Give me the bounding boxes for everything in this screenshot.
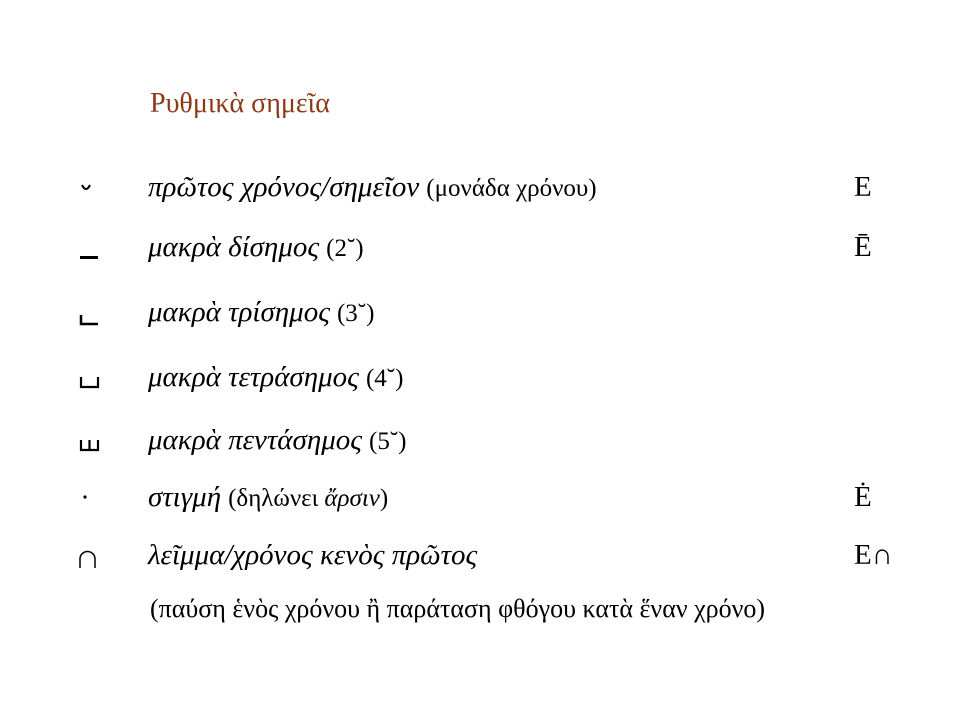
sign-term: λεῖμμα/χρόνος κενὸς πρῶτος bbox=[148, 539, 478, 571]
sign-notation: Ē bbox=[854, 231, 872, 263]
sign-term: μακρὰ δίσημος bbox=[148, 231, 320, 263]
sign-description bbox=[148, 227, 364, 272]
disemos-icon bbox=[70, 232, 106, 262]
sign-row-protos-chronos bbox=[0, 167, 960, 207]
sign-note-close: ) bbox=[379, 485, 389, 512]
sign-row-leimma bbox=[0, 535, 960, 575]
sign-row-stigme bbox=[0, 477, 960, 517]
sign-row-trisemos bbox=[0, 292, 960, 332]
sign-notation: Ε∩ bbox=[854, 539, 893, 571]
sign-note bbox=[228, 485, 388, 512]
sign-term: στιγμή bbox=[148, 481, 222, 513]
sign-row-tetrasemos bbox=[0, 357, 960, 397]
sign-note-italic: ἄρσιν bbox=[324, 485, 380, 512]
sign-notation: Ė bbox=[854, 481, 872, 513]
pentasemos-icon bbox=[70, 425, 106, 455]
trisemos-icon bbox=[70, 297, 106, 327]
sign-description bbox=[148, 420, 407, 465]
sign-note: (5˘) bbox=[369, 428, 407, 455]
leimma-explanation-row bbox=[0, 589, 960, 629]
sign-term: πρῶτος χρόνος/σημεῖον bbox=[148, 171, 420, 203]
sign-term: μακρὰ τρίσημος bbox=[148, 296, 330, 328]
sign-note-open: (δηλώνει bbox=[228, 485, 319, 512]
page-title: Ρυθμικὰ σημεῖα bbox=[150, 88, 330, 119]
tetrasemos-icon bbox=[70, 362, 106, 392]
breve-icon bbox=[70, 172, 106, 202]
sign-term: μακρὰ πεντάσημος bbox=[148, 424, 363, 456]
sign-description bbox=[148, 357, 403, 402]
sign-row-pentasemos bbox=[0, 420, 960, 460]
leimma-explanation: (παύση ἑνὸς χρόνου ἢ παράταση φθόγου κατὰ ἕναν χρόνο) bbox=[150, 594, 765, 623]
sign-term: μακρὰ τετράσημος bbox=[148, 361, 359, 393]
sign-description bbox=[148, 167, 597, 212]
sign-row-disemos bbox=[0, 227, 960, 267]
sign-note: (3˘) bbox=[336, 300, 375, 327]
sign-note: (μονάδα χρόνου) bbox=[426, 175, 597, 202]
sign-note: (4˘) bbox=[365, 365, 404, 392]
leimma-icon bbox=[70, 540, 106, 570]
stigme-dot-icon bbox=[70, 482, 106, 512]
sign-note: (2˘) bbox=[326, 235, 364, 262]
sign-description bbox=[148, 292, 374, 337]
sign-notation: Ε bbox=[854, 171, 872, 203]
sign-description bbox=[148, 477, 388, 522]
sign-description bbox=[148, 535, 477, 580]
